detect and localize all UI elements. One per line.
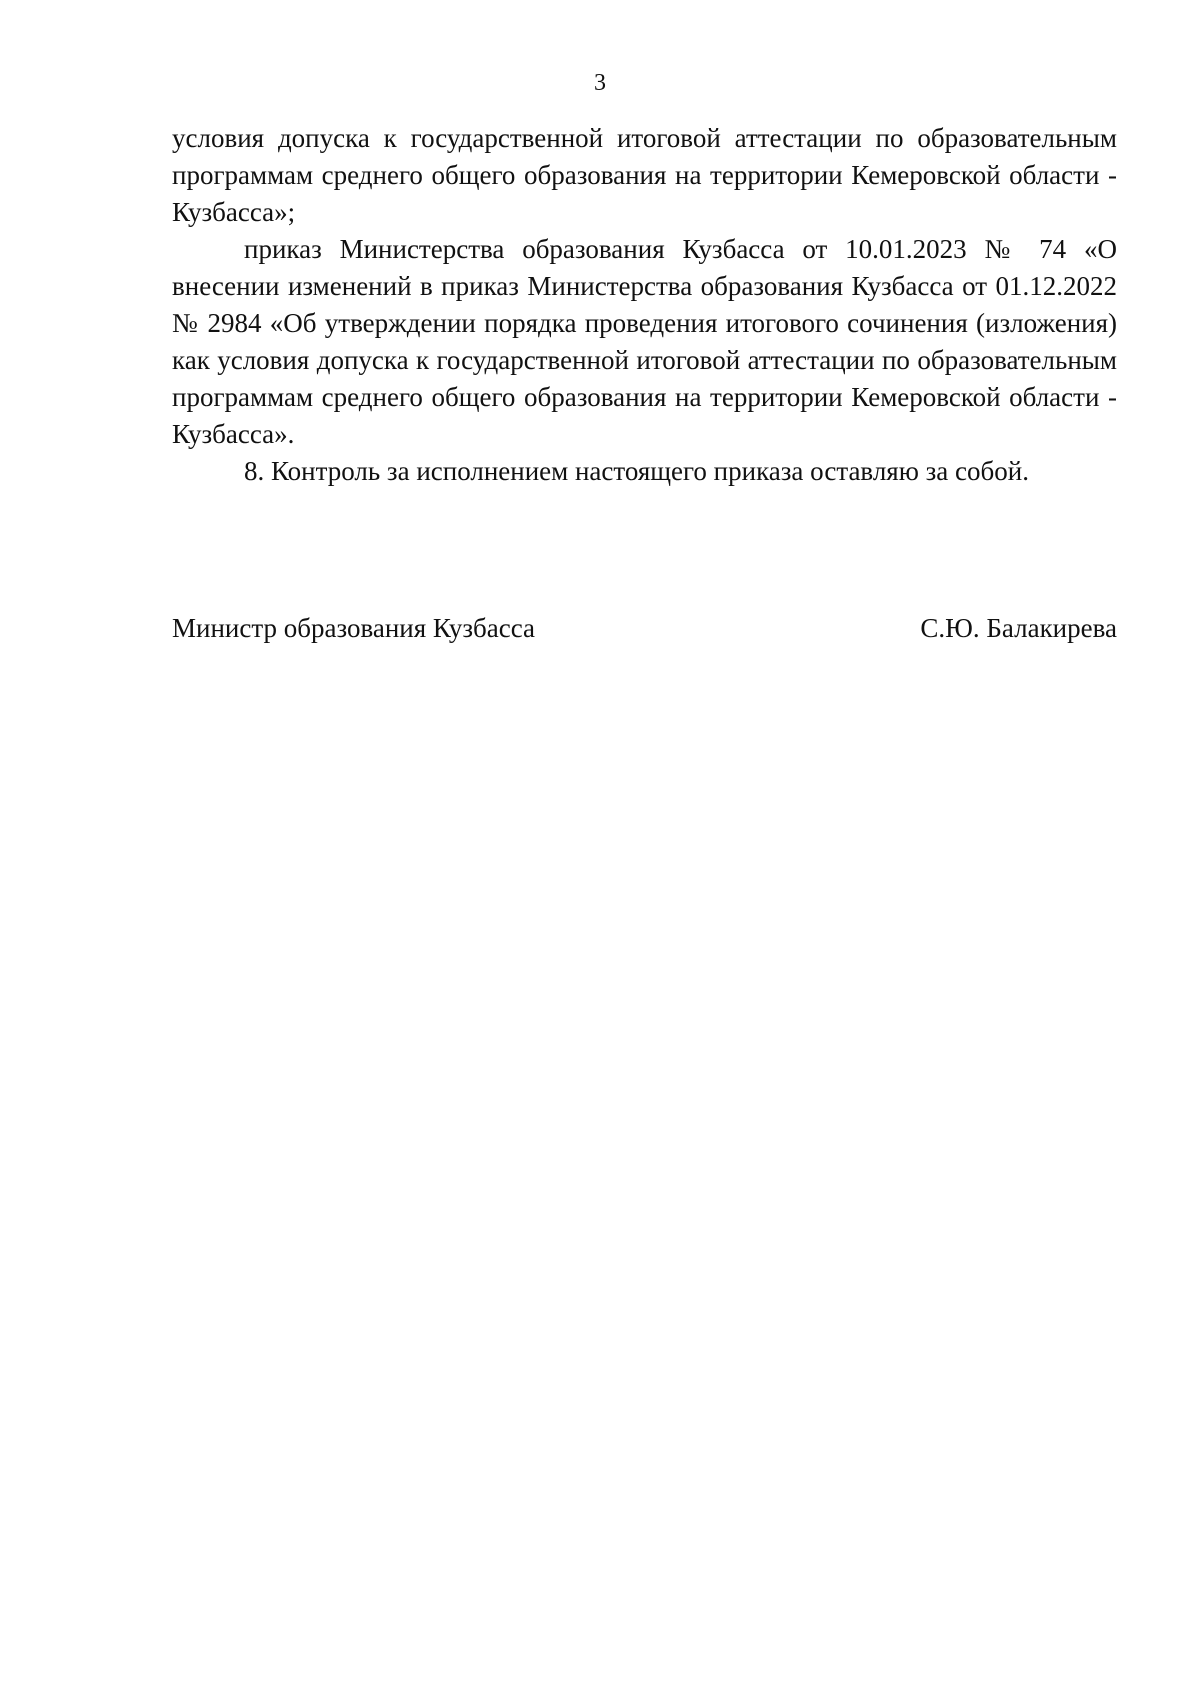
signatory-position: Министр образования Кузбасса — [172, 613, 536, 643]
paragraph-control-clause: 8. Контроль за исполнением настоящего приказа оставляю за собой. — [244, 456, 1029, 486]
document-body — [172, 120, 1117, 490]
paragraph-continuation: условия допуска к государственной итоговой аттестации по образовательным программам среднего общего образования на территории Кемеровской области - Кузбасса»; — [172, 123, 1117, 227]
paragraph-order-reference: приказ Министерства образования Кузбасса от 10.01.2023 № 74 «О внесении изменений в приказ Министерства образования Кузбасса от 01.12.2022 № 2984 «Об утверждении порядка проведения итогового сочинения (изложения) как условия допуска к государственной итоговой аттестации по образовательным программам среднего общего образования на территории Кемеровской области - Кузбасса». — [172, 234, 1117, 449]
page-number: 3 — [594, 70, 606, 96]
signature-block — [172, 610, 1117, 647]
signatory-name: С.Ю. Балакирева — [920, 613, 1117, 643]
